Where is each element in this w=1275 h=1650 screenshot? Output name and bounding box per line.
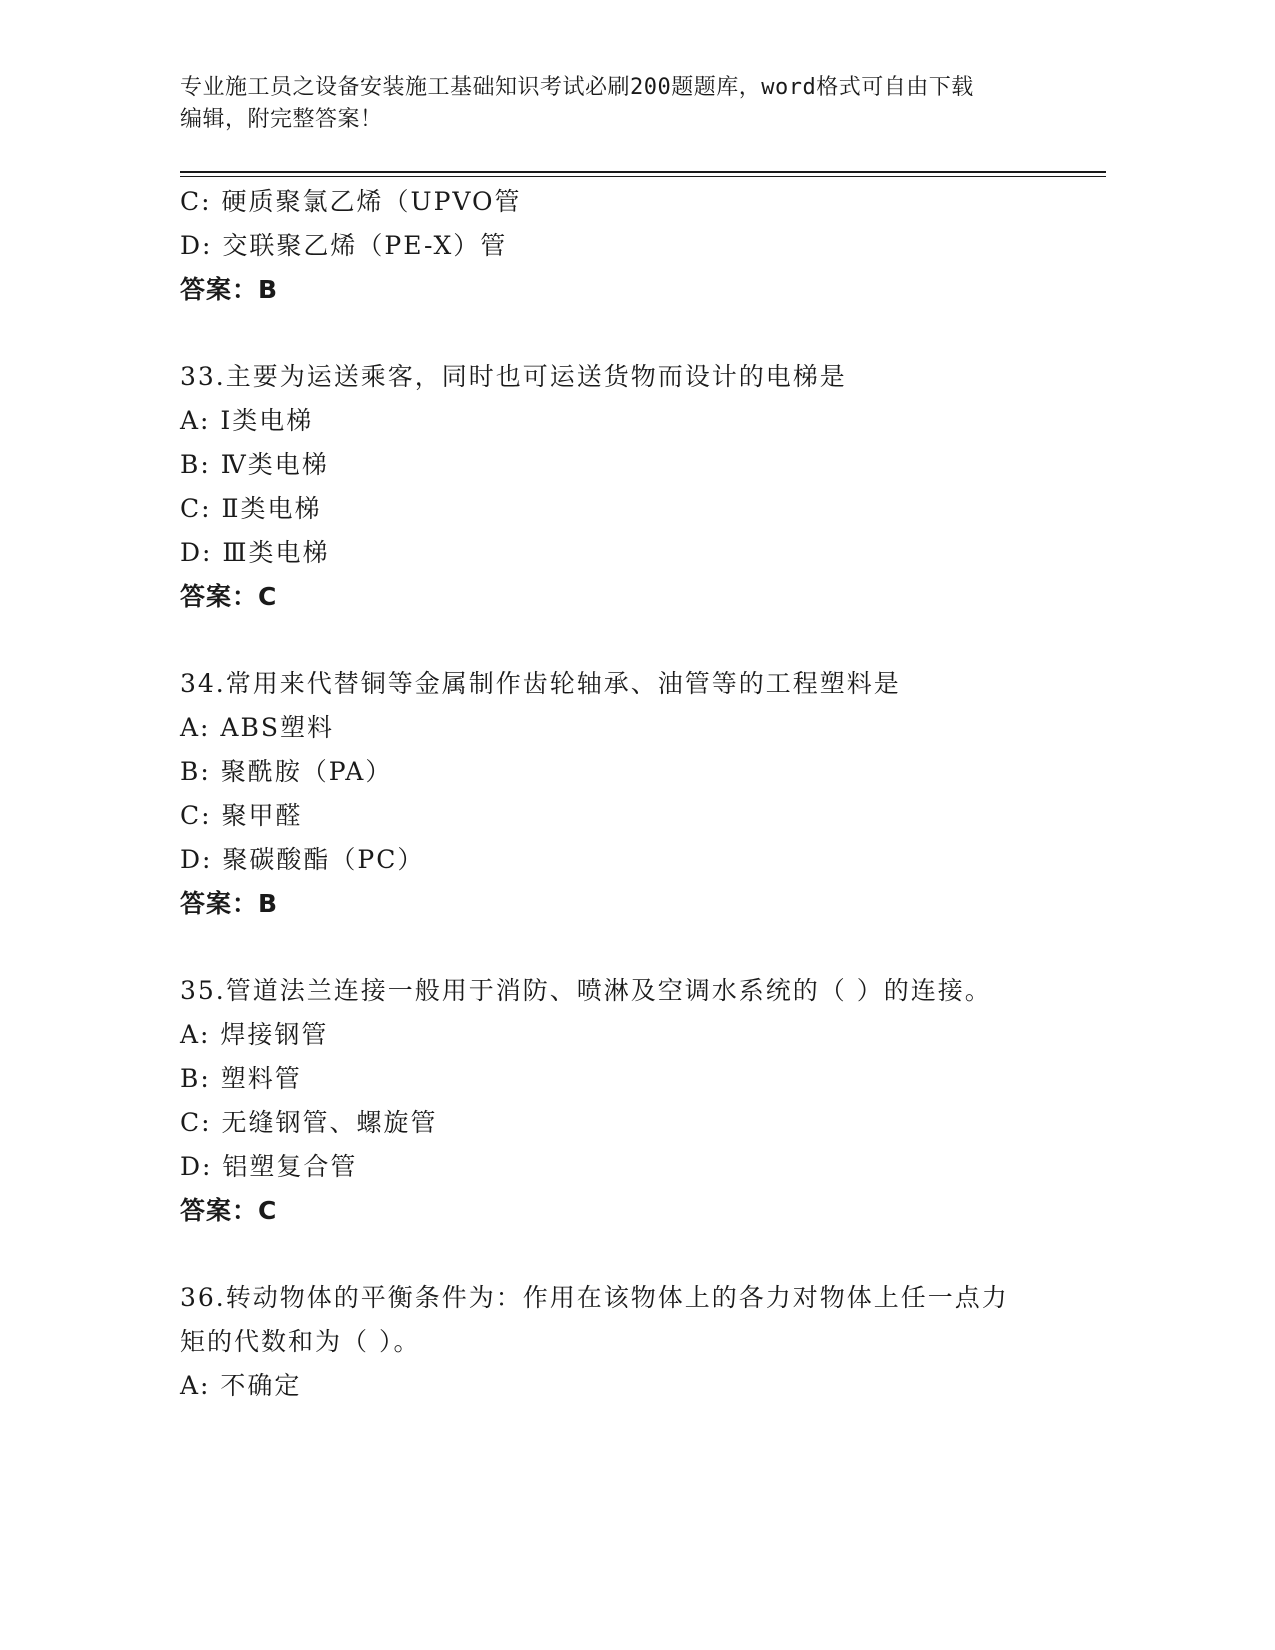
question-34 <box>180 662 1060 926</box>
question-text: 34.常用来代替铜等金属制作齿轮轴承、油管等的工程塑料是 <box>180 669 901 698</box>
question-text: 35.管道法兰连接一般用于消防、喷淋及空调水系统的（ ）的连接。 <box>180 976 992 1005</box>
option-c: C: Ⅱ类电梯 <box>180 494 322 523</box>
spacer <box>180 619 1060 662</box>
question-text-line-2: 矩的代数和为（ ）。 <box>180 1327 421 1356</box>
header-rule-thin <box>180 176 1106 177</box>
document-header <box>180 72 1060 136</box>
header-title-line-2: 编辑，附完整答案！ <box>180 107 383 132</box>
option-a: A: 不确定 <box>180 1371 302 1400</box>
option-c: C: 无缝钢管、螺旋管 <box>180 1108 438 1137</box>
spacer <box>180 1233 1060 1276</box>
option-b: B: 聚酰胺（PA） <box>180 757 393 786</box>
header-title-line-1: 专业施工员之设备安装施工基础知识考试必刷200题题库，word格式可自由下载 <box>180 75 974 100</box>
option-d: D: Ⅲ类电梯 <box>180 538 330 567</box>
option-d: D: 聚碳酸酯（PC） <box>180 845 425 874</box>
option-a: A: 焊接钢管 <box>180 1020 329 1049</box>
question-text-line-1: 36.转动物体的平衡条件为：作用在该物体上的各力对物体上任一点力 <box>180 1283 1009 1312</box>
option-d: D: 铝塑复合管 <box>180 1152 358 1181</box>
option-a: A: ABS塑料 <box>180 713 334 742</box>
option-d: D: 交联聚乙烯（PE-X）管 <box>180 231 508 260</box>
spacer <box>180 926 1060 969</box>
spacer <box>180 312 1060 355</box>
document-body <box>180 180 1060 1408</box>
header-rule-thick <box>180 171 1106 173</box>
option-b: B: 塑料管 <box>180 1064 302 1093</box>
option-c: C: 硬质聚氯乙烯（UPVO管 <box>180 187 522 216</box>
answer-label: 答案：C <box>180 582 278 611</box>
answer-label: 答案：B <box>180 889 279 918</box>
question-32-continued <box>180 180 1060 312</box>
question-33 <box>180 355 1060 619</box>
answer-label: 答案：C <box>180 1196 278 1225</box>
option-b: B: Ⅳ类电梯 <box>180 450 329 479</box>
question-text: 33.主要为运送乘客，同时也可运送货物而设计的电梯是 <box>180 362 847 391</box>
answer-label: 答案：B <box>180 275 279 304</box>
option-a: A: Ⅰ类电梯 <box>180 406 314 435</box>
question-36 <box>180 1276 1060 1408</box>
question-35 <box>180 969 1060 1233</box>
option-c: C: 聚甲醛 <box>180 801 303 830</box>
